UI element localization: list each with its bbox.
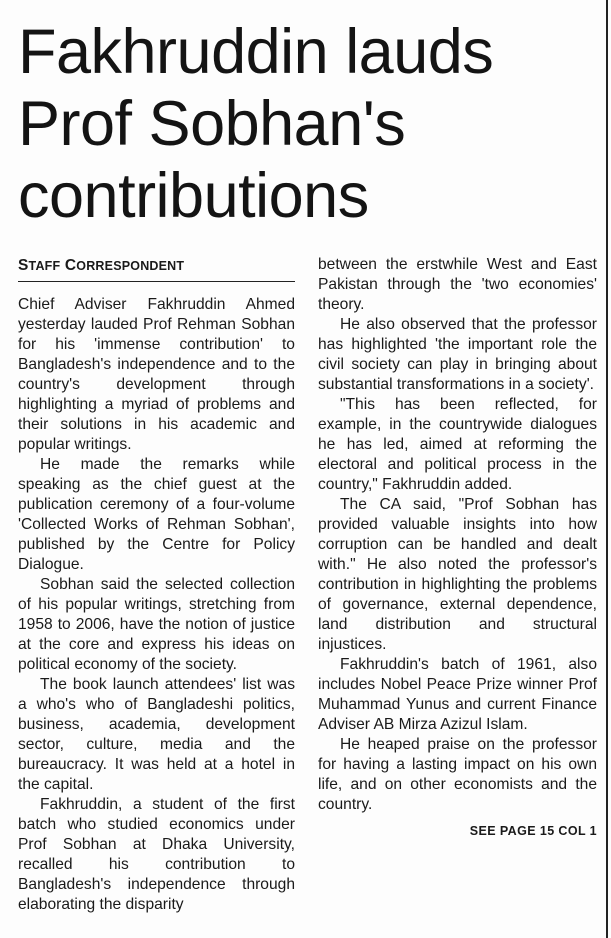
- article-column-right: [318, 255, 597, 841]
- paragraph: He also observed that the professor has highlighted 'the important role the civil society can play in bringing about substantial transformations in a society'.: [318, 316, 597, 393]
- paragraph: The book launch attendees' list was a who's who of Bangladeshi politics, business, academia, development sector, culture, media and the bureaucracy. It was held at a hotel in the capital.: [18, 676, 295, 793]
- paragraph: Fakhruddin's batch of 1961, also includes Nobel Peace Prize winner Prof Muhammad Yunus and current Finance Adviser AB Mirza Azizul Islam.: [318, 656, 597, 733]
- paragraph: between the erstwhile West and East Pakistan through the 'two economies' theory.: [318, 256, 597, 313]
- byline-initial: S: [18, 257, 29, 274]
- byline-word: TAFF: [28, 259, 61, 273]
- byline-initial: C: [64, 257, 77, 274]
- paragraph: He heaped praise on the professor for having a lasting impact on his own life, and on other economists and the country.: [318, 736, 597, 813]
- paragraph: Fakhruddin, a student of the first batch who studied economics under Prof Sobhan at Dhaka University, recalled his contribution to Bangladesh's independence through elaborating the disparity: [18, 796, 295, 913]
- headline-line: Fakhruddin lauds: [18, 17, 494, 87]
- headline: [18, 16, 603, 232]
- byline-word: ORRESPONDENT: [76, 259, 185, 273]
- paragraph: The CA said, "Prof Sobhan has provided valuable insights into how corruption can be handled and dealt with." He also noted the professor's contribution in highlighting the problems of governance, external dependence, land distribution and structural injustices.: [318, 496, 597, 653]
- paragraph: Chief Adviser Fakhruddin Ahmed yesterday lauded Prof Rehman Sobhan for his 'immense contribution' to Bangladesh's independence and to the country's development through highlighting a myriad of problems and their solutions in his academic and popular writings.: [18, 296, 295, 453]
- byline: [18, 255, 295, 282]
- jump-line: SEE PAGE 15 COL 1: [469, 824, 597, 838]
- headline-line: contributions: [18, 161, 369, 231]
- article-column-left: [18, 255, 295, 915]
- paragraph: He made the remarks while speaking as the chief guest at the publication ceremony of a four-volume 'Collected Works of Rehman Sobhan', published by the Centre for Policy Dialogue.: [18, 456, 295, 573]
- paragraph: Sobhan said the selected collection of his popular writings, stretching from 1958 to 2006, have the notion of justice at the core and express his ideas on political economy of the society.: [18, 576, 295, 673]
- paragraph: "This has been reflected, for example, in the countrywide dialogues he has led, aimed at reforming the electoral and political process in the country," Fakhruddin added.: [318, 396, 597, 493]
- column-rule: [606, 0, 608, 938]
- headline-line: Prof Sobhan's: [18, 89, 406, 159]
